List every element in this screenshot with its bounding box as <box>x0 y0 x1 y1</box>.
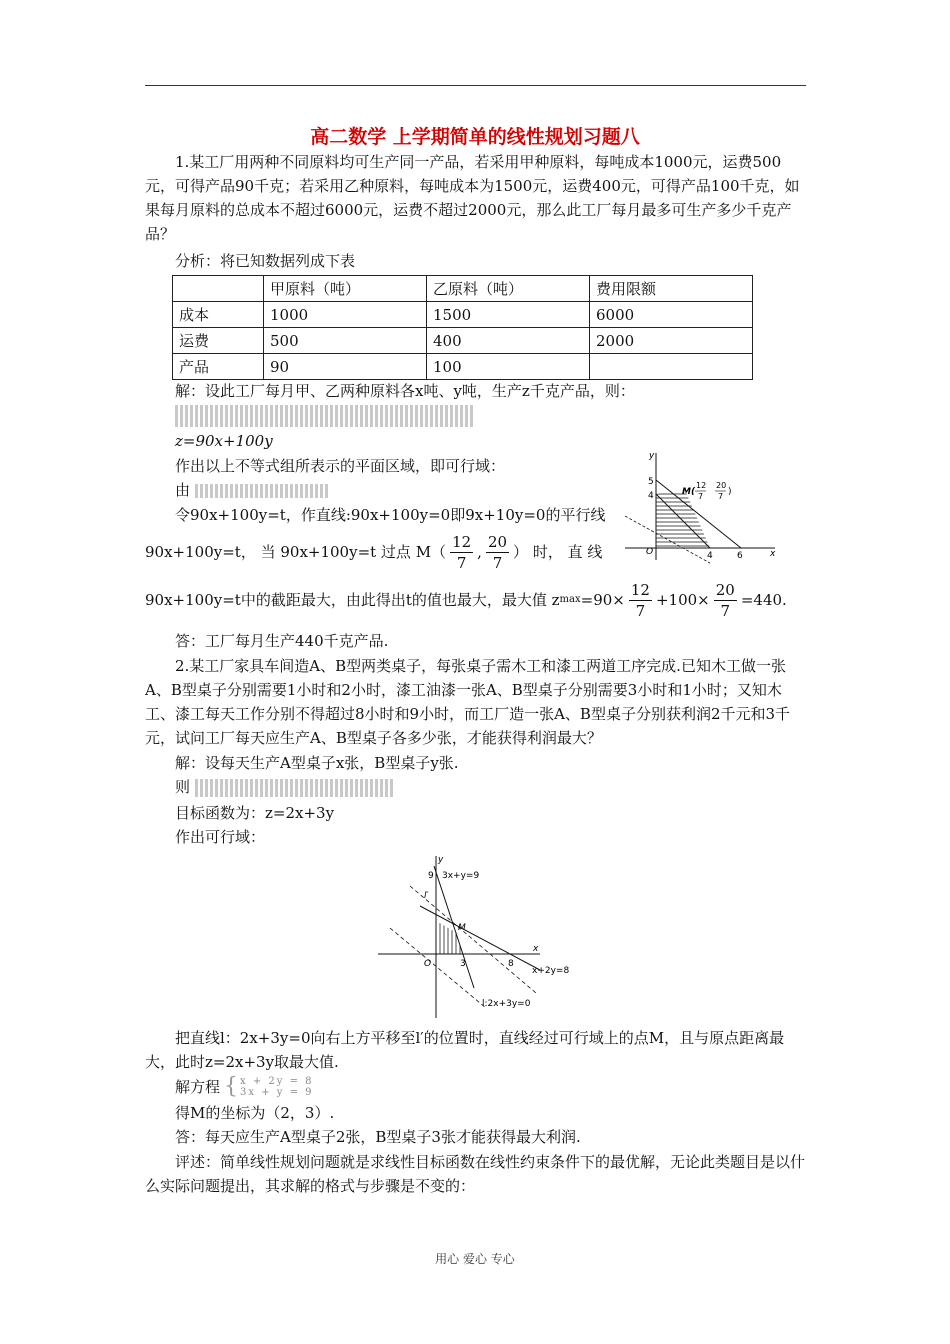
origin-label: O <box>424 959 432 969</box>
m-close: ) <box>728 487 732 497</box>
frac-num: 12 <box>452 532 472 551</box>
q1-line2-text-a: 90x+100y=t， 当 90x+100y=t 过点 M（ <box>145 543 447 561</box>
q1-analysis: 分析：将已知数据列成下表 <box>175 252 356 270</box>
q1-line3-text-c: +100× <box>655 591 710 609</box>
table-cell: 产品 <box>173 354 264 380</box>
q1-solve: 解：设此工厂每月甲、乙两种原料各x吨、y吨，生产z千克产品，则： <box>175 382 635 400</box>
point-m-label: M( <box>682 487 696 497</box>
q1-frac-12-7 <box>450 532 473 573</box>
table-cell: 1500 <box>427 302 590 328</box>
tick-8: 8 <box>508 959 514 969</box>
line-l-label: l:2x+3y=0 <box>482 999 531 1009</box>
q2-eq2: 3x + y = 9 <box>240 1087 314 1098</box>
table-cell: 乙原料（吨） <box>427 276 590 302</box>
table-cell: 费用限额 <box>590 276 753 302</box>
q1-frac-20-7-b <box>714 580 737 621</box>
frac-den: 7 <box>492 553 503 572</box>
table-row <box>173 328 753 354</box>
q1-line3-text-a: 90x+100y=t中的截距最大，由此得出t的值也最大，最大值 z <box>145 591 560 609</box>
table-cell: 90 <box>264 354 427 380</box>
q1-problem: 1.某工厂用两种不同原料均可生产同一产品，若采用甲种原料，每吨成本1000元，运费500元，可得产品90千克；若采用乙种原料，每吨成本为1500元，运费400元，可得产品100千克，如果每月原料的总成本不超过6000元，运费不超过2000元，那么此工厂每月最多可生产多少千克产品？ <box>145 153 800 243</box>
line-3x-label: 3x+y=9 <box>442 871 480 881</box>
x-label: x <box>533 944 539 954</box>
q1-from-line <box>175 479 330 501</box>
q2-feasible-region-graph <box>370 848 590 1028</box>
table-cell: 1000 <box>264 302 427 328</box>
m-x-num: 12 <box>696 481 707 490</box>
tick-x4: 4 <box>707 551 713 561</box>
x-label: x <box>770 549 776 559</box>
q2-system-label: 解方程 <box>175 1078 221 1096</box>
frac-den: 7 <box>720 601 731 620</box>
m-y-num: 20 <box>716 481 727 490</box>
line-x2y-label: x+2y=8 <box>532 966 570 976</box>
tick-y4: 4 <box>648 491 654 501</box>
q1-draw: 作出以上不等式组所表示的平面区域，即可行域： <box>175 457 506 475</box>
table-cell: 成本 <box>173 302 264 328</box>
origin-label: O <box>646 547 654 557</box>
q2-m-coord: 得M的坐标为（2，3）. <box>175 1104 335 1122</box>
q2-comment: 评述：简单线性规划问题就是求线性目标函数在线性约束条件下的最优解，无论此类题目是以什么实际问题提出，其求解的格式与步骤是不变的： <box>145 1153 806 1195</box>
table-cell: 400 <box>427 328 590 354</box>
q2-objective: 目标函数为：z=2x+3y <box>175 804 335 822</box>
q2-problem: 2.某工厂家具车间造A、B型两类桌子，每张桌子需木工和漆工两道工序完成.已知木工做一张A、B型桌子分别需要1小时和2小时，漆工油漆一张A、B型桌子分别需要3小时和1小时；又知木工、漆工每天工作分别不得超过8小时和9小时，而工厂造一张A、B型桌子分别获利润2千元和3千元，试问工厂每天应生产A、B型桌子各多少张，才能获得利润最大？ <box>145 657 791 747</box>
q1-objective: z=90x+100y <box>175 432 273 450</box>
frac-num: 20 <box>715 580 735 599</box>
table-header-row <box>173 276 753 302</box>
header-rule <box>145 85 806 86</box>
q1-answer: 答：工厂每月生产440千克产品. <box>175 632 389 650</box>
q1-line3-text-b: =90× <box>580 591 625 609</box>
frac-num: 20 <box>487 532 508 551</box>
q1-line2: 90x+100y=t， 当 90x+100y=t 过点 M（ $\frac{12}{7}$ , $\frac{20}{7}$ ） 时， 直 线 <box>145 532 603 572</box>
table-cell: 500 <box>264 328 427 354</box>
page-footer: 用心 爱心 专心 <box>435 1252 515 1266</box>
q1-data-table <box>172 275 753 380</box>
tick-3: 3 <box>460 959 466 969</box>
q2-translate: 把直线l：2x+3y=0向右上方平移至l′的位置时，直线经过可行域上的点M，且与原点距离最大，此时z=2x+3y取最大值. <box>145 1029 785 1071</box>
table-cell <box>173 276 264 302</box>
point-m-label: M <box>458 923 466 933</box>
y-label: y <box>438 855 444 865</box>
l-prime-label: l′ <box>424 891 429 901</box>
q2-answer: 答：每天应生产A型桌子2张，B型桌子3张才能获得最大利润. <box>175 1128 581 1146</box>
table-cell <box>590 354 753 380</box>
table-cell: 100 <box>427 354 590 380</box>
q2-system-equations <box>240 1076 314 1098</box>
q1-max-subscript: max <box>559 594 581 605</box>
q1-frac-12-7-b <box>629 580 652 621</box>
q2-draw: 作出可行域： <box>175 828 266 846</box>
q2-then-label: 则 <box>175 778 191 796</box>
frac-den: 7 <box>456 553 467 572</box>
m-x-den: 7 <box>698 492 704 501</box>
q1-line2-text-b: ） 时， 直 线 <box>513 543 603 561</box>
y-label: y <box>649 451 655 461</box>
frac-num: 12 <box>630 580 650 599</box>
table-cell: 2000 <box>590 328 753 354</box>
q2-then-line <box>175 776 395 798</box>
q1-line3 <box>145 576 787 624</box>
tick-9: 9 <box>428 871 434 881</box>
table-cell: 甲原料（吨） <box>264 276 427 302</box>
q1-constraint-system-image <box>175 404 475 427</box>
table-cell: 运费 <box>173 328 264 354</box>
q2-system-line: 解方程 { x + 2y = 8 3x + y = 9 <box>175 1074 314 1099</box>
q2-solve: 解：设每天生产A型桌子x张，B型桌子y张. <box>175 754 459 772</box>
q1-line1: 令90x+100y=t，作直线:90x+100y=0即9x+10y=0的平行线 <box>175 506 606 524</box>
frac-den: 7 <box>635 601 646 620</box>
line-l-prime <box>410 886 536 993</box>
q1-feasible-region-graph <box>615 448 785 566</box>
q1-from-label: 由 <box>175 481 191 499</box>
table-row <box>173 302 753 328</box>
q1-line3-text-d: =440. <box>740 591 787 609</box>
q1-frac-20-7 <box>486 532 509 573</box>
page-title: 高二数学 上学期简单的线性规划习题八 <box>310 126 640 148</box>
m-y-den: 7 <box>718 492 724 501</box>
q2-eq1: x + 2y = 8 <box>240 1076 314 1087</box>
q2-constraint-system-image <box>195 779 395 797</box>
table-row <box>173 354 753 380</box>
tick-y5: 5 <box>648 477 654 487</box>
tick-x6: 6 <box>737 551 743 561</box>
table-cell: 6000 <box>590 302 753 328</box>
q1-system-image <box>195 484 330 498</box>
